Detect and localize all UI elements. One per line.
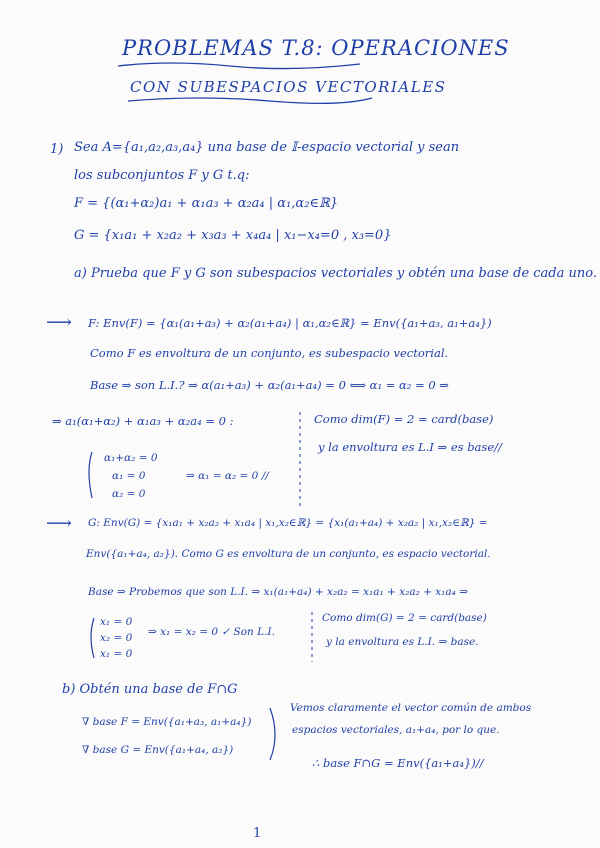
G-system-eq3: x₁ = 0 <box>100 648 133 660</box>
page-title: PROBLEMAS T.8: OPERACIONES <box>122 36 510 60</box>
G-envelope: G: Env(G) = {x₁a₁ + x₂a₂ + x₁a₄ | x₁,x₂∈ℝ} = {x₁(a₁+a₄) + x₂a₂ | x₁,x₂∈ℝ} = <box>88 517 488 529</box>
common-vector-note-2: espacios vectoriales, a₁+a₄, por lo que. <box>292 724 500 736</box>
statement-intro: Sea A={a₁,a₂,a₃,a₄} una base de 𝕀-espacio vectorial y sean <box>74 140 460 155</box>
F-system-eq2: α₁ = 0 <box>112 470 146 482</box>
F-system-eq1: α₁+α₂ = 0 <box>104 452 158 464</box>
G-envelope-2: Env({a₁+a₄, a₂}). Como G es envoltura de un conjunto, es espacio vectorial. <box>86 548 491 560</box>
G-definition: G = {x₁a₁ + x₂a₂ + x₃a₃ + x₄a₄ | x₁−x₄=0 , x₃=0} <box>74 228 392 243</box>
statement-intro-2: los subconjuntos F y G t.q: <box>74 168 250 183</box>
F-envelope: F: Env(F) = {α₁(a₁+a₃) + α₂(a₁+a₄) | α₁,α₂∈ℝ} = Env({a₁+a₃, a₁+a₄}) <box>88 316 492 330</box>
base-G: ∇ base G = Env({a₁+a₄, a₂}) <box>82 744 234 756</box>
part-b-label: b) Obtén una base de F∩G <box>62 682 238 697</box>
F-system-result: ⇒ α₁ = α₂ = 0 // <box>186 470 269 482</box>
arrow-icon: ⟶ <box>46 513 72 534</box>
G-system-eq2: x₂ = 0 <box>100 632 133 644</box>
part-a-label: a) Prueba que F y G son subespacios vectoriales y obtén una base de cada uno. <box>74 266 597 281</box>
G-base-check: Base ⇒ Probemos que son L.I. ⇒ x₁(a₁+a₄) + x₂a₂ = x₁a₁ + x₂a₂ + x₁a₄ ⇒ <box>88 586 468 598</box>
F-dim-note-2: y la envoltura es L.I ⇒ es base// <box>318 440 502 454</box>
G-dim-note: Como dim(G) = 2 = card(base) <box>322 612 487 624</box>
F-system-eq3: α₂ = 0 <box>112 488 146 500</box>
problem-number: 1) <box>50 142 64 157</box>
intersection-base: ∴ base F∩G = Env({a₁+a₄})// <box>312 756 484 770</box>
page-subtitle: CON SUBESPACIOS VECTORIALES <box>130 78 447 96</box>
page-number: 1 <box>253 826 262 841</box>
G-dim-note-2: y la envoltura es L.I. ⇒ base. <box>326 636 479 648</box>
F-note: Como F es envoltura de un conjunto, es subespacio vectorial. <box>90 346 449 360</box>
F-base-check: Base ⇒ son L.I.? ⇒ α(a₁+a₃) + α₂(a₁+a₄) = 0 ⟺ α₁ = α₂ = 0 ⇒ <box>90 378 449 392</box>
F-equation: ⇒ a₁(α₁+α₂) + α₁a₃ + α₂a₄ = 0 : <box>52 414 234 428</box>
arrow-icon: ⟶ <box>46 312 72 333</box>
G-system-eq1: x₁ = 0 <box>100 616 133 628</box>
base-F: ∇ base F = Env({a₁+a₃, a₁+a₄}) <box>82 716 252 728</box>
F-dim-note: Como dim(F) = 2 = card(base) <box>314 412 494 426</box>
F-definition: F = {(α₁+α₂)a₁ + α₁a₃ + α₂a₄ | α₁,α₂∈ℝ} <box>74 196 339 211</box>
common-vector-note: Vemos claramente el vector común de ambos <box>290 702 532 714</box>
G-system-result: ⇒ x₁ = x₂ = 0 ✓ Son L.I. <box>148 626 275 638</box>
